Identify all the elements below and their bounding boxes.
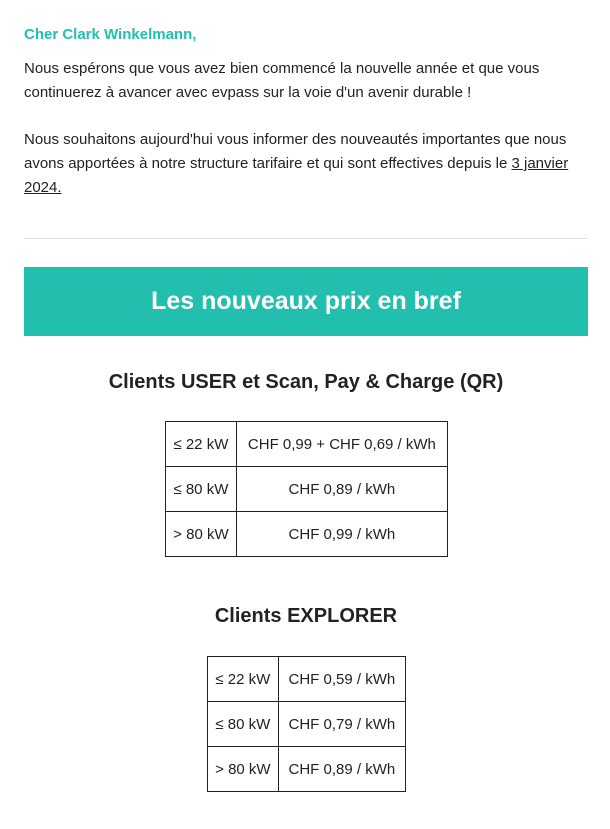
announcement-date: 3 janvier 2024.: [24, 155, 569, 196]
price-cell: CHF 0,99 + CHF 0,69 / kWh: [236, 422, 447, 467]
table-row: [166, 467, 448, 512]
greeting: Cher Clark Winkelmann,: [24, 26, 197, 43]
prices-banner: [24, 267, 588, 336]
tier-cell: ≤ 22 kW: [166, 422, 237, 467]
tier-cell: ≤ 80 kW: [166, 467, 237, 512]
price-cell: CHF 0,89 / kWh: [278, 747, 405, 792]
price-cell: CHF 0,59 / kWh: [278, 657, 405, 702]
price-cell: CHF 0,89 / kWh: [236, 467, 447, 512]
divider: [24, 238, 588, 239]
price-cell: CHF 0,79 / kWh: [278, 702, 405, 747]
banner-title: Les nouveaux prix en bref: [151, 287, 461, 315]
price-table-user: [165, 421, 448, 557]
price-table-explorer: [207, 656, 406, 792]
table-row: [208, 657, 406, 702]
table-row: [208, 702, 406, 747]
tier-cell: > 80 kW: [208, 747, 279, 792]
table-row: [208, 747, 406, 792]
tier-cell: ≤ 22 kW: [208, 657, 279, 702]
announcement-text: Nous souhaitons aujourd'hui vous informer des nouveautés importantes que nous avons apportées à notre structure tarifaire et qui sont effectives depuis le: [24, 131, 567, 172]
announcement-paragraph: [24, 128, 588, 200]
section-title-explorer: Clients EXPLORER: [214, 605, 398, 627]
section-title-user: Clients USER et Scan, Pay & Charge (QR): [108, 371, 504, 393]
price-cell: CHF 0,99 / kWh: [236, 512, 447, 557]
table-row: [166, 512, 448, 557]
table-row: [166, 422, 448, 467]
tier-cell: > 80 kW: [166, 512, 237, 557]
tier-cell: ≤ 80 kW: [208, 702, 279, 747]
intro-paragraph: Nous espérons que vous avez bien commencé la nouvelle année et que vous continuerez à avancer avec evpass sur la voie d'un avenir durable !: [24, 60, 540, 101]
